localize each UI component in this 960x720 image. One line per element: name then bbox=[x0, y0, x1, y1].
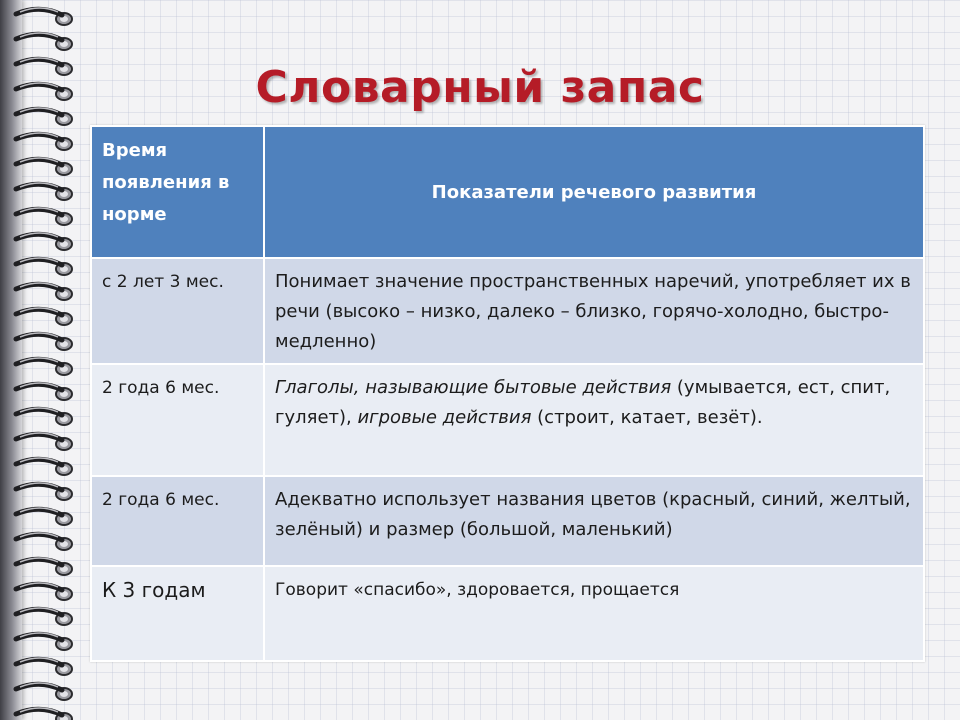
slide-title: Словарный запас bbox=[255, 62, 705, 113]
spiral-ring bbox=[16, 533, 72, 550]
italic-text: игровые действия bbox=[357, 407, 532, 428]
table-row bbox=[91, 566, 924, 661]
plain-text: (строит, катает, везёт). bbox=[531, 407, 763, 428]
spiral-ring bbox=[16, 633, 72, 650]
spiral-ring bbox=[16, 433, 72, 450]
row-time-cell: К 3 годам bbox=[91, 566, 264, 661]
spiral-ring bbox=[16, 483, 72, 500]
spiral-ring bbox=[16, 8, 72, 25]
italic-text: Глаголы, называющие бытовые действия bbox=[275, 377, 672, 398]
spiral-ring bbox=[16, 458, 72, 475]
row-time-cell: с 2 лет 3 мес. bbox=[91, 258, 264, 364]
spiral-ring bbox=[16, 583, 72, 600]
table-header-row bbox=[91, 126, 924, 258]
spiral-ring bbox=[16, 233, 72, 250]
row-text-cell bbox=[264, 364, 924, 476]
table-row bbox=[91, 476, 924, 566]
spiral-ring bbox=[16, 358, 72, 375]
spiral-ring bbox=[16, 158, 72, 175]
row-text-cell: Адекватно использует названия цветов (красный, синий, желтый, зелёный) и размер (большой, маленький) bbox=[264, 476, 924, 566]
spiral-ring bbox=[16, 708, 72, 720]
spiral-ring bbox=[16, 658, 72, 675]
spiral-ring bbox=[16, 683, 72, 700]
spiral-ring bbox=[16, 308, 72, 325]
spiral-ring bbox=[16, 183, 72, 200]
spiral-ring bbox=[16, 208, 72, 225]
header-time: Время появления в норме bbox=[91, 126, 264, 258]
spiral-ring bbox=[16, 383, 72, 400]
header-indicators: Показатели речевого развития bbox=[264, 126, 924, 258]
spiral-ring bbox=[16, 408, 72, 425]
spiral-ring bbox=[16, 133, 72, 150]
spiral-ring bbox=[16, 283, 72, 300]
speech-development-table bbox=[90, 125, 925, 662]
plain-text: (умывается, ест, спит, гуляет), bbox=[275, 377, 891, 428]
spiral-ring bbox=[16, 558, 72, 575]
row-time-cell: 2 года 6 мес. bbox=[91, 476, 264, 566]
row-text-cell: Говорит «спасибо», здоровается, прощается bbox=[264, 566, 924, 661]
spiral-ring bbox=[16, 333, 72, 350]
spiral-ring bbox=[16, 33, 72, 50]
table-row bbox=[91, 258, 924, 364]
row-text-cell: Понимает значение пространственных наречий, употребляет их в речи (высоко – низко, далеко – близко, горячо-холодно, быстро-медленно) bbox=[264, 258, 924, 364]
spiral-ring bbox=[16, 608, 72, 625]
row-time-cell: 2 года 6 мес. bbox=[91, 364, 264, 476]
spiral-ring bbox=[16, 508, 72, 525]
table-row bbox=[91, 364, 924, 476]
spiral-ring bbox=[16, 258, 72, 275]
